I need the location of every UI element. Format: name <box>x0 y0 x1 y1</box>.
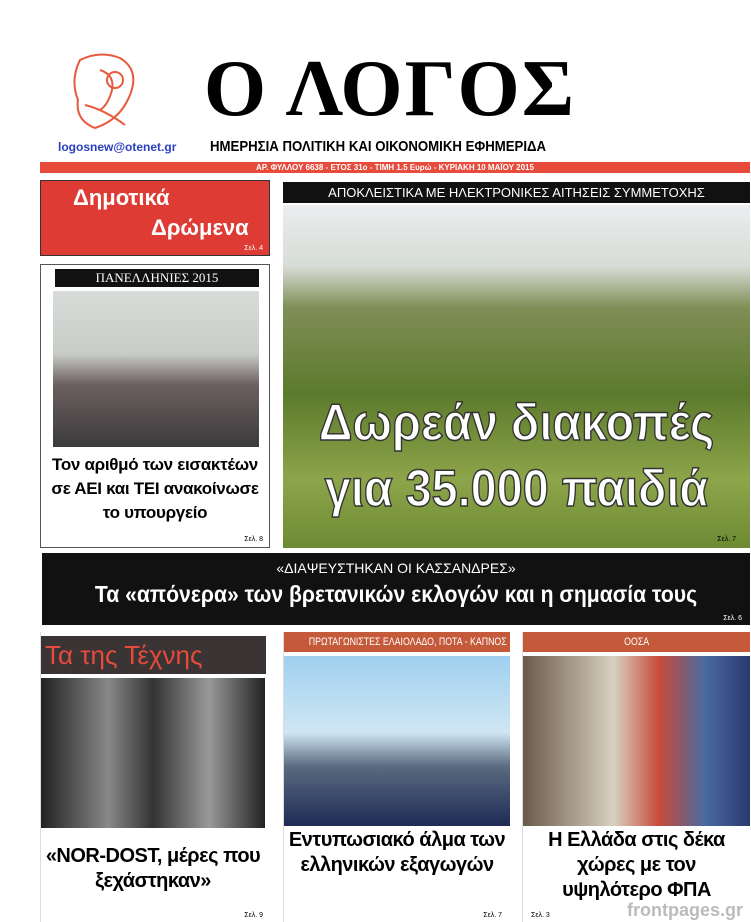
page-ref: Σελ. 6 <box>723 615 742 622</box>
page-ref: Σελ. 8 <box>244 536 263 543</box>
page-ref: Σελ. 7 <box>717 536 736 543</box>
art-label: Τα της Τέχνης <box>41 636 266 674</box>
page-ref: Σελ. 3 <box>531 912 550 919</box>
oecd-story[interactable] <box>522 632 750 922</box>
lead-line2: για 35.000 παιδιά <box>324 460 709 518</box>
lead-story[interactable] <box>283 205 750 548</box>
issue-line: ΑΡ. ΦΥΛΛΟΥ 6638 - ΕΤΟΣ 31ο - ΤΙΜΗ 1.5 Ευρώ - ΚΥΡΙΑΚΗ 10 ΜΑΪΟΥ 2015 <box>40 162 750 173</box>
oecd-label-bar <box>523 632 750 652</box>
page-ref: Σελ. 9 <box>244 912 263 919</box>
exams-label: ΠΑΝΕΛΛΗΝΙΕΣ 2015 <box>55 269 259 287</box>
lead-kicker: ΑΠΟΚΛΕΙΣΤΙΚΑ ΜΕ ΗΛΕΚΤΡΟΝΙΚΕΣ ΑΙΤΗΣΕΙΣ ΣΥΜΜΕΤΟΧΗΣ <box>283 182 750 203</box>
masthead-title: Ο ΛΟΓΟΣ <box>203 45 577 133</box>
municipal-line2: Δρώμενα <box>151 215 249 240</box>
email-link[interactable]: logosnew@otenet.gr <box>58 140 177 154</box>
exports-headline: Εντυπωσιακό άλμα των ελληνικών εξαγωγών <box>288 829 506 876</box>
oecd-label: ΟΟΣΑ <box>624 636 649 648</box>
banner-kicker: «ΔΙΑΨΕΥΣΤΗΚΑΝ ΟΙ ΚΑΣΣΑΝΔΡΕΣ» <box>276 560 516 576</box>
masthead-logo <box>60 50 155 135</box>
page-ref: Σελ. 7 <box>483 912 502 919</box>
masthead-subtitle: ΗΜΕΡΗΣΙΑ ΠΟΛΙΤΙΚΗ ΚΑΙ ΟΙΚΟΝΟΜΙΚΗ ΕΦΗΜΕΡΙΔΑ <box>210 138 547 155</box>
port-photo <box>284 656 510 826</box>
oecd-headline: Η Ελλάδα στις δέκα χώρες με τον υψηλότερο ΦΠΑ <box>548 829 725 901</box>
classroom-photo <box>53 291 259 447</box>
art-headline: «NOR-DOST, μέρες που ξεχάστηκαν» <box>45 845 261 892</box>
exports-label-bar <box>284 632 510 652</box>
banner-story[interactable] <box>42 553 750 625</box>
exports-label: ΠΡΩΤΑΓΩΝΙΣΤΕΣ ΕΛΑΙΟΛΑΔΟ, ΠΟΤΑ - ΚΑΠΝΟΣ <box>308 636 507 648</box>
watermark: frontpages.gr <box>626 900 743 920</box>
art-story[interactable] <box>40 632 265 922</box>
lead-line1: Δωρεάν διακοπές <box>318 394 715 452</box>
banner-headline: Τα «απόνερα» των βρετανικών εκλογών και η σημασία τους <box>94 581 698 607</box>
page-ref: Σελ. 4 <box>244 245 263 252</box>
municipal-box[interactable] <box>40 180 270 256</box>
art-photo <box>41 678 265 828</box>
municipal-line1: Δημοτικά <box>73 185 170 210</box>
exams-headline: Τον αριθμό των εισακτέων σε ΑΕΙ και ΤΕΙ ανακοίνωσε το υπουργείο <box>51 455 259 522</box>
exams-story[interactable] <box>40 264 270 548</box>
supermarket-photo <box>523 656 750 826</box>
lead-headline <box>306 390 726 522</box>
exports-story[interactable] <box>283 632 510 922</box>
